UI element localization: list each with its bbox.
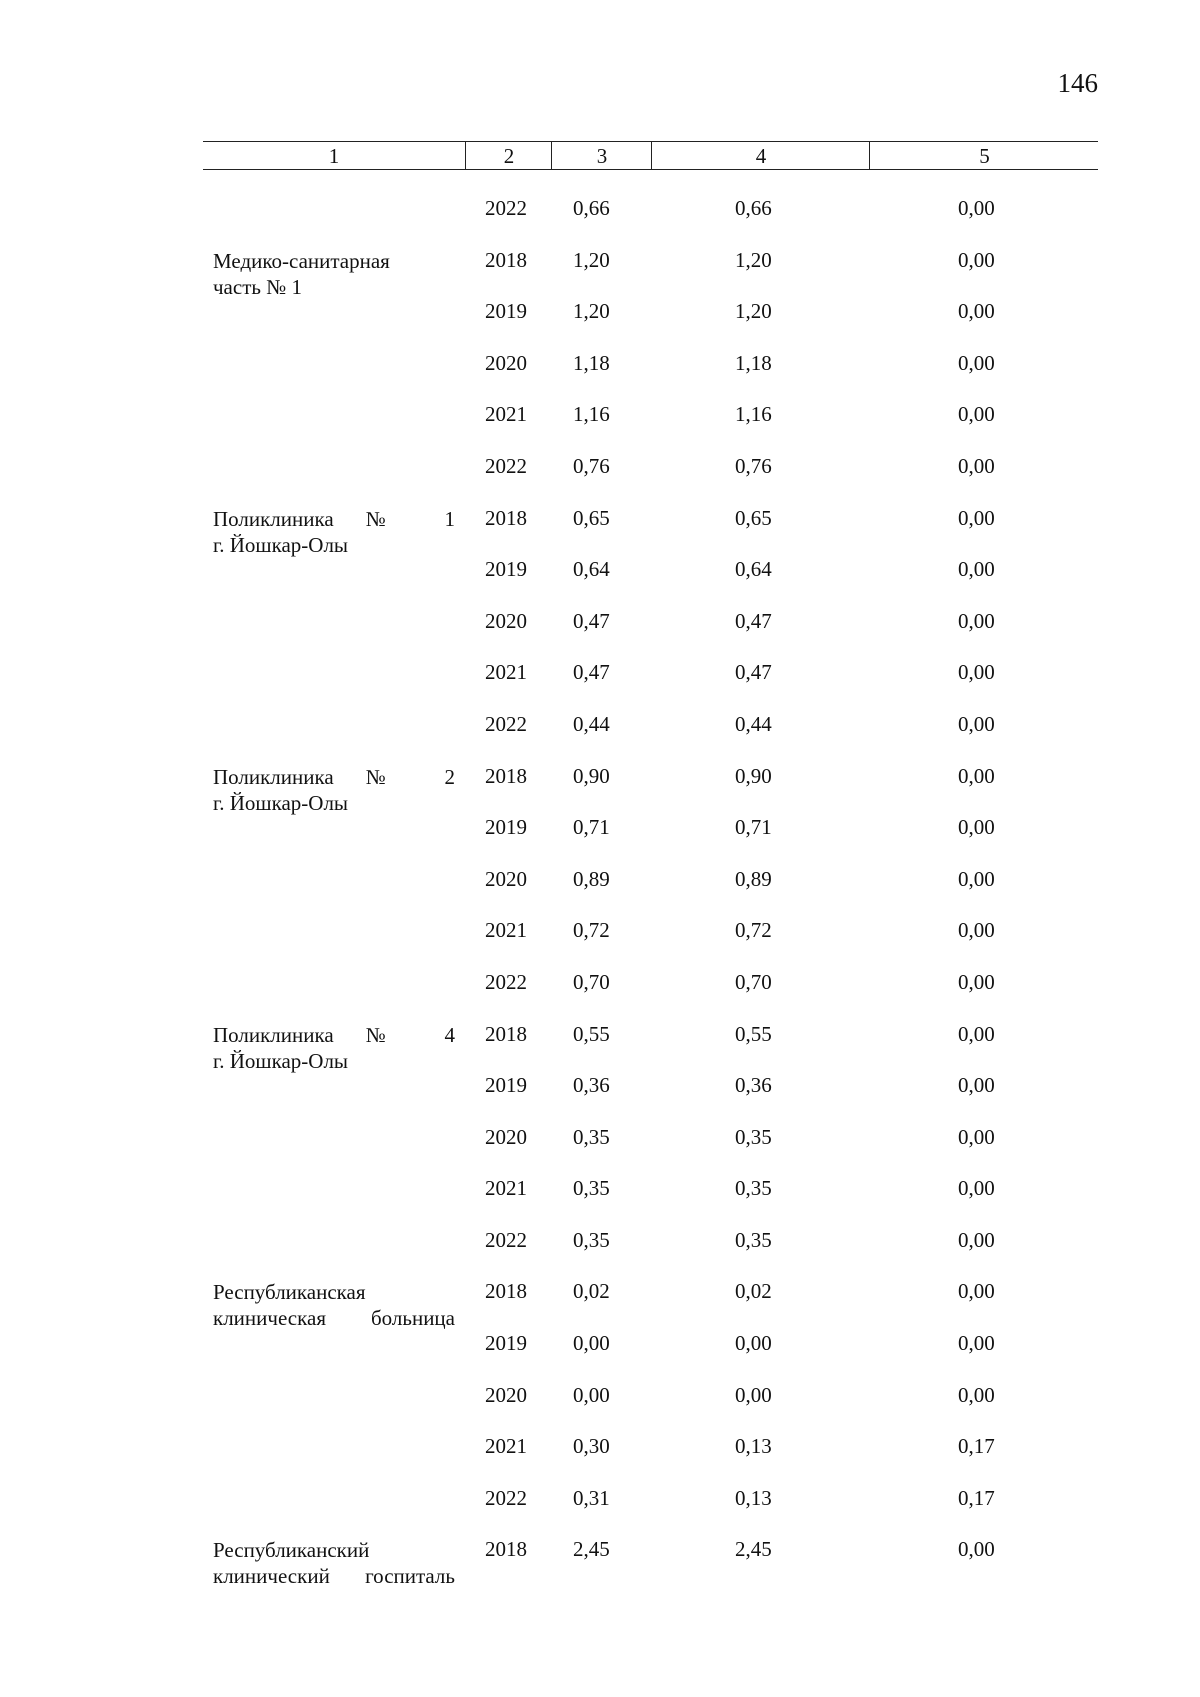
table-row <box>0 441 1200 493</box>
table-row <box>0 905 1200 957</box>
col4-cell: 1,16 <box>735 402 772 427</box>
table-row <box>0 1318 1200 1370</box>
year-cell: 2022 <box>485 453 527 478</box>
col4-cell: 0,35 <box>735 1124 772 1149</box>
year-cell: 2022 <box>485 1485 527 1510</box>
col4-cell: 2,45 <box>735 1537 772 1562</box>
col5-cell: 0,00 <box>958 866 995 891</box>
col5-cell: 0,00 <box>958 1073 995 1098</box>
col3-cell: 0,64 <box>573 557 610 582</box>
col3-cell: 0,89 <box>573 866 610 891</box>
col3-cell: 0,31 <box>573 1485 610 1510</box>
table-row <box>0 183 1200 235</box>
year-cell: 2018 <box>485 1021 527 1046</box>
year-cell: 2019 <box>485 557 527 582</box>
col3-cell: 0,90 <box>573 763 610 788</box>
col4-cell: 0,55 <box>735 1021 772 1046</box>
table-row <box>0 286 1200 338</box>
col5-cell: 0,00 <box>958 660 995 685</box>
col4-cell: 0,90 <box>735 763 772 788</box>
col5-cell: 0,00 <box>958 1279 995 1304</box>
year-cell: 2019 <box>485 1073 527 1098</box>
col4-cell: 1,18 <box>735 350 772 375</box>
year-cell: 2019 <box>485 299 527 324</box>
table-row <box>0 699 1200 751</box>
col5-cell: 0,00 <box>958 1176 995 1201</box>
institution-name-line: Поликлиника № 1 <box>213 506 455 531</box>
year-cell: 2021 <box>485 402 527 427</box>
col5-cell: 0,00 <box>958 505 995 530</box>
col5-cell: 0,00 <box>958 608 995 633</box>
table-header <box>203 141 1098 170</box>
col3-cell: 0,35 <box>573 1227 610 1252</box>
year-cell: 2019 <box>485 815 527 840</box>
col3-cell: 0,35 <box>573 1176 610 1201</box>
col5-cell: 0,00 <box>958 1331 995 1356</box>
table-row <box>0 235 1200 299</box>
col3-cell: 0,76 <box>573 453 610 478</box>
table-row <box>0 596 1200 648</box>
col4-cell: 0,00 <box>735 1382 772 1407</box>
table-row <box>0 751 1200 815</box>
year-cell: 2021 <box>485 660 527 685</box>
year-cell: 2018 <box>485 763 527 788</box>
year-cell: 2021 <box>485 1176 527 1201</box>
institution-name-line: Республиканская <box>213 1280 366 1305</box>
col3-cell: 0,66 <box>573 196 610 220</box>
col4-cell: 0,47 <box>735 660 772 685</box>
col3-cell: 0,00 <box>573 1331 610 1356</box>
year-cell: 2020 <box>485 350 527 375</box>
institution-name-line: часть № 1 <box>213 274 302 299</box>
table-row <box>0 389 1200 441</box>
col4-cell: 0,35 <box>735 1176 772 1201</box>
table-row <box>0 338 1200 390</box>
institution-name-line: клинический госпиталь <box>213 1564 455 1589</box>
col5-cell: 0,17 <box>958 1485 995 1510</box>
col5-cell: 0,00 <box>958 918 995 943</box>
institution-name <box>213 1537 455 1589</box>
year-cell: 2022 <box>485 969 527 994</box>
year-cell: 2020 <box>485 866 527 891</box>
institution-name-line: клиническая больница <box>213 1306 455 1331</box>
col3-cell: 0,65 <box>573 505 610 530</box>
col4-cell: 0,66 <box>735 196 772 220</box>
col3-cell: 2,45 <box>573 1537 610 1562</box>
year-cell: 2021 <box>485 918 527 943</box>
col5-cell: 0,00 <box>958 1227 995 1252</box>
col3-cell: 0,72 <box>573 918 610 943</box>
col5-cell: 0,00 <box>958 969 995 994</box>
table-row <box>0 1163 1200 1215</box>
page-number: 146 <box>1057 68 1098 98</box>
table-row <box>0 1421 1200 1473</box>
col5-cell: 0,00 <box>958 402 995 427</box>
col4-cell: 0,76 <box>735 453 772 478</box>
col5-cell: 0,00 <box>958 247 995 272</box>
col4-cell: 0,71 <box>735 815 772 840</box>
table-row <box>0 957 1200 1009</box>
year-cell: 2018 <box>485 1279 527 1304</box>
col5-cell: 0,00 <box>958 557 995 582</box>
col5-cell: 0,00 <box>958 350 995 375</box>
table-row <box>0 1524 1200 1589</box>
col3-cell: 0,35 <box>573 1124 610 1149</box>
col3-cell: 0,47 <box>573 608 610 633</box>
col3-cell: 0,30 <box>573 1434 610 1459</box>
institution-name-line: г. Йошкар-Олы <box>213 1048 349 1073</box>
table-row <box>0 1060 1200 1112</box>
col3-cell: 0,02 <box>573 1279 610 1304</box>
table-row <box>0 544 1200 596</box>
col3-cell: 0,47 <box>573 660 610 685</box>
year-cell: 2020 <box>485 1124 527 1149</box>
header-col-4: 4 <box>651 142 870 169</box>
col4-cell: 0,89 <box>735 866 772 891</box>
year-cell: 2022 <box>485 196 527 220</box>
col5-cell: 0,00 <box>958 1124 995 1149</box>
year-cell: 2019 <box>485 1331 527 1356</box>
table-row <box>0 802 1200 854</box>
year-cell: 2018 <box>485 247 527 272</box>
institution-name-line: Поликлиника № 2 <box>213 764 455 789</box>
table-row <box>0 1473 1200 1525</box>
col4-cell: 0,02 <box>735 1279 772 1304</box>
col4-cell: 0,70 <box>735 969 772 994</box>
col5-cell: 0,00 <box>958 763 995 788</box>
table-row <box>0 1215 1200 1267</box>
col5-cell: 0,00 <box>958 299 995 324</box>
col5-cell: 0,00 <box>958 196 995 220</box>
table-row <box>0 1370 1200 1422</box>
table-body <box>0 183 1200 1589</box>
table-row <box>0 1266 1200 1331</box>
col3-cell: 0,70 <box>573 969 610 994</box>
year-cell: 2022 <box>485 1227 527 1252</box>
col4-cell: 0,35 <box>735 1227 772 1252</box>
col3-cell: 1,20 <box>573 299 610 324</box>
col4-cell: 0,13 <box>735 1434 772 1459</box>
table-row <box>0 1112 1200 1164</box>
col5-cell: 0,17 <box>958 1434 995 1459</box>
header-col-3: 3 <box>551 142 652 169</box>
col4-cell: 0,65 <box>735 505 772 530</box>
col4-cell: 0,72 <box>735 918 772 943</box>
col5-cell: 0,00 <box>958 815 995 840</box>
col5-cell: 0,00 <box>958 1382 995 1407</box>
header-col-2: 2 <box>465 142 552 169</box>
col4-cell: 1,20 <box>735 299 772 324</box>
col3-cell: 0,44 <box>573 711 610 736</box>
institution-name-line: г. Йошкар-Олы <box>213 790 349 815</box>
col5-cell: 0,00 <box>958 1021 995 1046</box>
col4-cell: 0,47 <box>735 608 772 633</box>
col4-cell: 0,00 <box>735 1331 772 1356</box>
col4-cell: 1,20 <box>735 247 772 272</box>
col3-cell: 1,16 <box>573 402 610 427</box>
year-cell: 2022 <box>485 711 527 736</box>
table-row <box>0 647 1200 699</box>
col5-cell: 0,00 <box>958 453 995 478</box>
year-cell: 2021 <box>485 1434 527 1459</box>
col3-cell: 1,18 <box>573 350 610 375</box>
institution-name-line: Медико-санитарная <box>213 248 390 273</box>
col3-cell: 0,36 <box>573 1073 610 1098</box>
table-row <box>0 493 1200 557</box>
col4-cell: 0,36 <box>735 1073 772 1098</box>
col4-cell: 0,64 <box>735 557 772 582</box>
institution-name-line: Республиканский <box>213 1538 370 1563</box>
col5-cell: 0,00 <box>958 1537 995 1562</box>
year-cell: 2020 <box>485 1382 527 1407</box>
col4-cell: 0,44 <box>735 711 772 736</box>
table-row <box>0 1009 1200 1073</box>
col3-cell: 0,71 <box>573 815 610 840</box>
col3-cell: 0,00 <box>573 1382 610 1407</box>
table-row <box>0 854 1200 906</box>
col3-cell: 0,55 <box>573 1021 610 1046</box>
year-cell: 2018 <box>485 505 527 530</box>
year-cell: 2020 <box>485 608 527 633</box>
institution-name-line: Поликлиника № 4 <box>213 1022 455 1047</box>
header-col-1: 1 <box>328 144 340 168</box>
year-cell: 2018 <box>485 1537 527 1562</box>
institution-name-line: г. Йошкар-Олы <box>213 532 349 557</box>
col5-cell: 0,00 <box>958 711 995 736</box>
header-col-5: 5 <box>869 142 1099 169</box>
col3-cell: 1,20 <box>573 247 610 272</box>
col4-cell: 0,13 <box>735 1485 772 1510</box>
